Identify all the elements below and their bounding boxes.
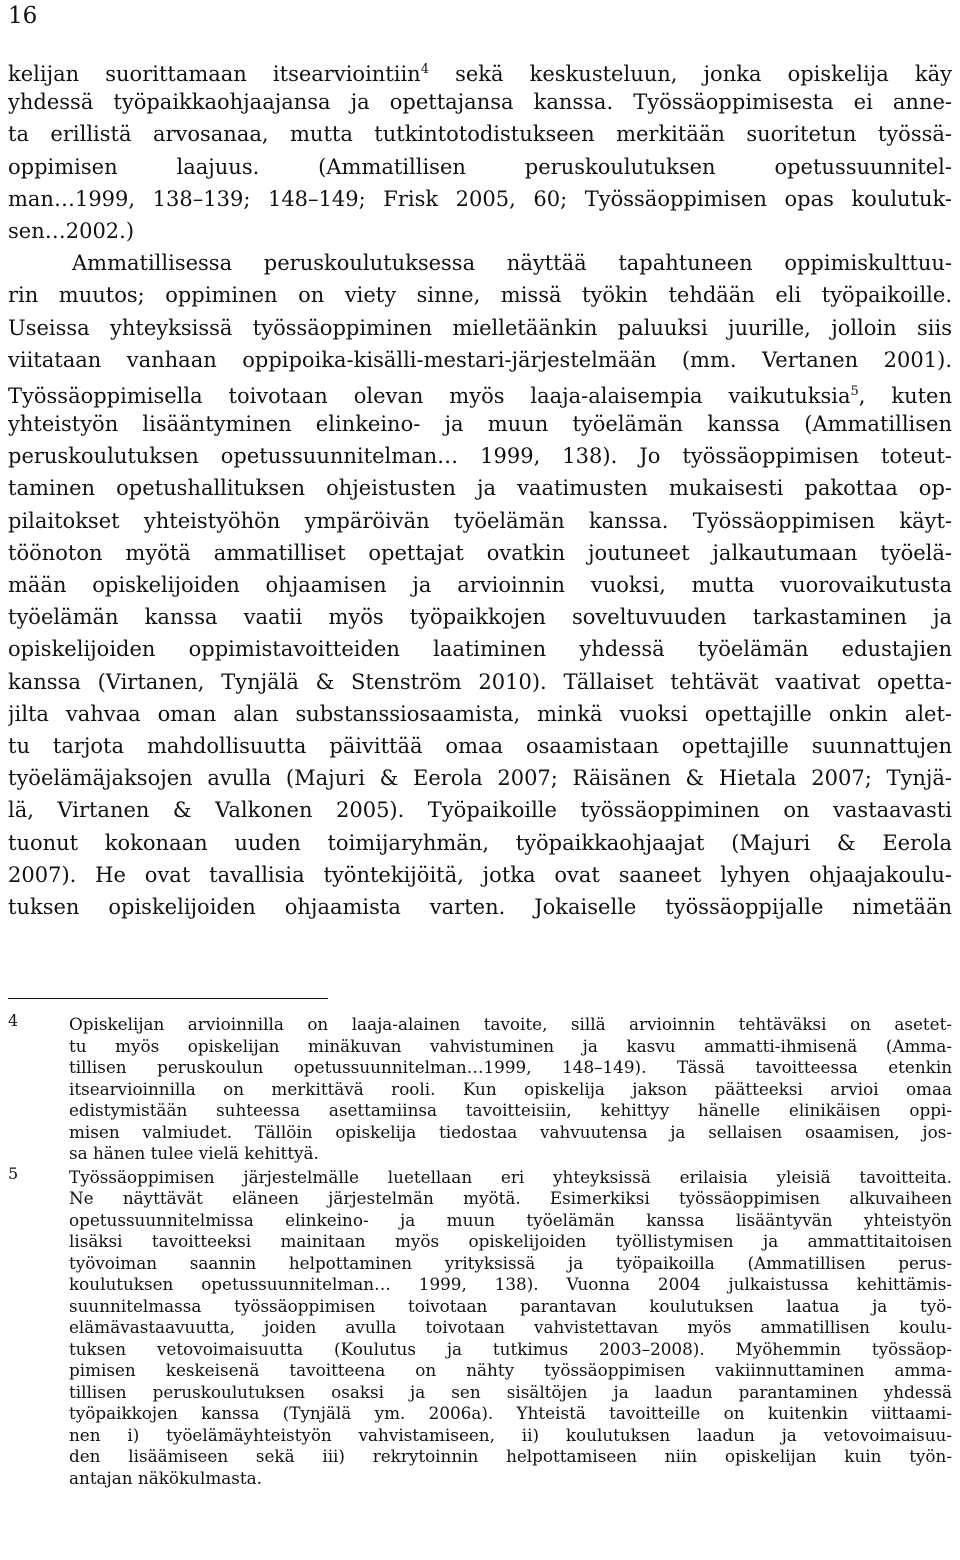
text-line: sen…2002.) [8,218,135,243]
footnote-line: koulutuksen opetussuunnitelman… 1999, 138). Vuonna 2004 julkaistussa kehittämis- [69,1274,952,1294]
text-line: tuonut kokonaan uuden toimijaryhmän, työpaikkaohjaajat (Majuri & Eerola [8,830,952,855]
footnote-line: lisäksi tavoitteeksi mainitaan myös opiskelijoiden työllistymisen ja ammattitaitoisen [69,1231,952,1251]
footnote-number: 5 [8,1163,19,1183]
footnote-4 [8,1011,952,1165]
text-line: viitataan vanhaan oppipoika-kisälli-mestari-järjestelmään (mm. Vertanen 2001). [8,347,952,372]
text-line: Useissa yhteyksissä työssäoppiminen mielletäänkin paluuksi juurille, jolloin siis [8,315,952,340]
text-line: yhteistyön lisääntyminen elinkeino- ja muun työelämän kanssa (Ammatillisen [8,412,952,437]
text-line: opiskelijoiden oppimistavoitteiden laatiminen yhdessä työelämän edustajien [8,637,952,662]
text-line-part: sekä keskusteluun, jonka opiskelija käy [429,62,952,86]
text-line: Ammatillisessa peruskoulutuksessa näyttää tapahtuneen oppimiskulttuu- [72,251,952,276]
footnote-divider [8,998,328,999]
text-line-part: Työssäoppimisella toivotaan olevan myös laaja-alaisempia vaikutuksia [8,383,851,408]
text-line: ta erillistä arvosanaa, mutta tutkintotodistukseen merkitään suoritetun työssä- [8,122,952,147]
footnote-line: tu myös opiskelijan minäkuvan vahvistuminen ja kasvu ammatti-ihmisenä (Amma- [69,1035,952,1056]
footnote-line: tillisen peruskoulutuksen osaksi ja sen sisältöjen ja laadun parantaminen yhdessä [69,1381,952,1402]
footnote-line: Työssäoppimisen järjestelmälle luetellaan eri yhteyksissä erilaisia yleisiä tavoitteita. [69,1166,952,1187]
footnotes [8,1011,952,1489]
text-line: man…1999, 138–139; 148–149; Frisk 2005, 60; Työssäoppimisen opas koulutuk- [8,186,952,211]
text-line: jilta vahvaa oman alan substanssiosaamista, minkä vuoksi opettajille onkin alet- [8,701,952,726]
footnote-line: itsearvioinnilla on merkittävä rooli. Kun opiskelija jakson päätteeksi arvioi omaa [69,1078,952,1099]
text-line [8,376,952,408]
text-line: työelämän kanssa vaatii myös työpaikkojen soveltuvuuden tarkastaminen ja [8,605,952,630]
text-line: tu tarjota mahdollisuutta päivittää omaa osaamistaan opettajille suunnattujen [8,733,952,758]
footnote-line: työvoiman saannin helpottaminen yrityksissä ja työpaikoilla (Ammatillisen perus- [69,1252,952,1273]
footnote-line: opetussuunnitelmissa elinkeino- ja muun työelämän kanssa lisääntyvän yhteistyön [69,1209,952,1230]
text-line: lä, Virtanen & Valkonen 2005). Työpaikoille työssäoppiminen on vastaavasti [8,798,952,823]
text-line-part: kelijan suorittamaan itsearviointiin [8,62,421,86]
text-line-part: , kuten [858,383,952,408]
footnote-5 [8,1163,952,1490]
text-line: taminen opetushallituksen ohjeistusten ja vaatimusten mukaisesti pakottaa op- [8,476,952,501]
footnote-number: 4 [8,1011,19,1030]
text-line: yhdessä työpaikkaohjaajansa ja opettajansa kanssa. Työssäoppimisesta ei anne- [8,90,952,115]
page-number: 16 [8,3,38,29]
footnote-line: den lisäämiseen sekä iii) rekrytoinnin helpottamiseen niin opiskelijan kuin työn- [69,1446,952,1466]
footnote-line: tuksen vetovoimaisuutta (Koulutus ja tutkimus 2003–2008). Myöhemmin työssäop- [69,1338,952,1359]
footnote-line: Opiskelijan arvioinnilla on laaja-alainen tavoite, sillä arvioinnin tehtäväksi on asetet- [69,1014,952,1034]
text-line: tuksen opiskelijoiden ohjaamista varten. Jokaiselle työssäoppijalle nimetään [8,894,952,919]
text-line: töönoton myötä ammatilliset opettajat ovatkin joutuneet jalkautumaan työelä- [8,540,952,565]
text-line [8,54,952,86]
footnote-line: tillisen peruskoulun opetussuunnitelman…1999, 148–149). Tässä tavoitteessa etenkin [69,1057,952,1077]
text-line: pilaitokset yhteistyöhön ympäröivän työelämän kanssa. Työssäoppimisen käyt- [8,508,952,533]
footnote-ref-4[interactable]: 4 [420,62,429,77]
footnote-line: misen valmiudet. Tällöin opiskelija tiedostaa vahvuutensa ja sellaisen osaamisen, jos- [69,1121,952,1142]
text-line: 2007). He ovat tavallisia työntekijöitä, jotka ovat saaneet lyhyen ohjaajakoulu- [8,862,952,887]
text-line: oppimisen laajuus. (Ammatillisen peruskoulutuksen opetussuunnitel- [8,154,952,179]
footnote-ref-5[interactable]: 5 [850,383,859,399]
footnote-line: suunnitelmassa työssäoppimisen toivotaan parantavan koulutuksen laatua ja työ- [69,1295,952,1316]
footnote-line: sa hänen tulee vielä kehittyä. [69,1143,319,1163]
footnote-line: työpaikkojen kanssa (Tynjälä ym. 2006a). Yhteistä tavoitteille on kuitenkin viittaami- [69,1403,952,1423]
text-line: kanssa (Virtanen, Tynjälä & Stenström 2010). Tällaiset tehtävät vaativat opetta- [8,669,952,694]
footnote-line: elämävastaavuutta, joiden avulla toivotaan vahvistettavan myös ammatillisen koulu- [69,1317,952,1337]
main-text [8,54,952,923]
footnote-line: edistymistään suhteessa asettamiinsa tavoitteisiin, kehittyy hänelle elinikäisen oppi- [69,1100,952,1120]
footnote-line: Ne näyttävät eläneen järjestelmän myötä. Esimerkiksi työssäoppimisen alkuvaiheen [69,1188,952,1208]
text-line: työelämäjaksojen avulla (Majuri & Eerola 2007; Räisänen & Hietala 2007; Tynjä- [8,766,952,791]
footnote-line: antajan näkökulmasta. [69,1467,262,1488]
text-line: peruskoulutuksen opetussuunnitelman… 1999, 138). Jo työssäoppimisen toteut- [8,444,952,469]
footnote-line: nen i) työelämäyhteistyön vahvistamiseen, ii) koulutuksen laadun ja vetovoimaisuu- [69,1424,952,1445]
text-line: mään opiskelijoiden ohjaamisen ja arvioinnin vuoksi, mutta vuorovaikutusta [8,573,952,597]
footnote-line: pimisen keskeisenä tavoitteena on nähty työssäoppimisen vakiinnuttaminen amma- [69,1360,952,1380]
text-line: rin muutos; oppiminen on viety sinne, missä työkin tehdään eli työpaikoille. [8,283,952,308]
